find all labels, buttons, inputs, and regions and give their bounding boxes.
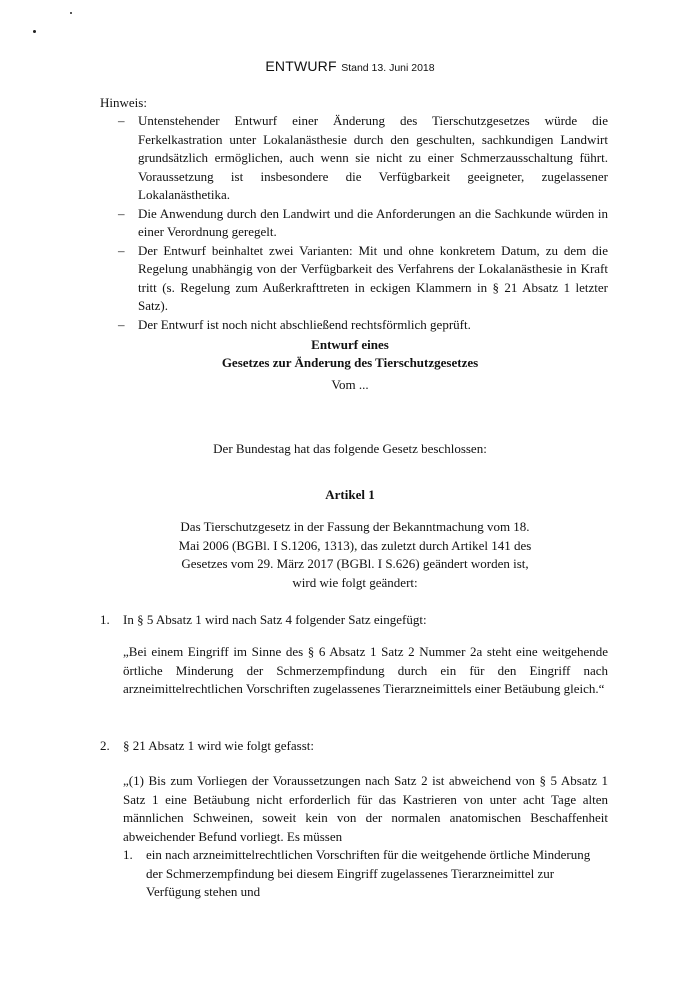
draft-title-line1: Entwurf eines [311, 337, 389, 352]
change-number: 1. [100, 612, 110, 627]
enactment-clause: Der Bundestag hat das folgende Gesetz beschlossen: [213, 441, 487, 456]
scan-speck [70, 12, 72, 14]
sub-item-text: ein nach arzneimittelrechtlichen Vorschriften für die weitgehende örtliche Minderung der Schmerzempfindung bei diesem Eingriff zugelassenes Tierarzneimittel zur Verfügung stehen und [146, 847, 591, 899]
hint-item-text: Untenstehender Entwurf einer Änderung des Tierschutzgesetzes würde die Ferkelkastration unter Lokalanästhesie durch den geschulten, sachkundigen Landwirt grundsätzlich ermöglichen, auch wenn sie nicht zu einer Schmerzausschaltung führt. Voraussetzung ist insbesondere die Verfügbarkeit geeigneter, zugelassener Lokalanästhetika. [138, 113, 608, 202]
header-status: Stand 13. Juni 2018 [341, 62, 435, 74]
change-quote: „(1) Bis zum Vorliegen der Voraussetzungen nach Satz 2 ist abweichend von § 5 Absatz 1 Satz 1 eine Betäubung nicht erforderlich für das Kastrieren von unter acht Tage alten männlichen Schweinen, soweit kein von der normalen anatomischen Beschaffenheit abweichender Befund vorliegt. Es müssen [123, 773, 608, 844]
scan-speck [33, 30, 36, 33]
hint-item: – Der Entwurf beinhaltet zwei Varianten: Mit und ohne konkretem Datum, zu dem die Regelung unabhängig von der Verfügbarkeit des Verfahrens der Lokalanästhesie in Kraft tritt (s. Regelung zum Außerkrafttreten in eckigen Klammern in § 21 Absatz 1 letzter Satz). [118, 242, 608, 313]
hint-item: – Der Entwurf ist noch nicht abschließend rechtsförmlich geprüft. [118, 316, 471, 332]
hint-list [118, 112, 608, 334]
hint-item-text: Der Entwurf beinhaltet zwei Varianten: Mit und ohne konkretem Datum, zu dem die Regelung unabhängig von der Verfügbarkeit des Verfahrens der Lokalanästhesie in Kraft tritt (s. Regelung zum Außerkrafttreten in eckigen Klammern in § 21 Absatz 1 letzter Satz). [138, 242, 608, 313]
change-instruction: § 21 Absatz 1 wird wie folgt gefasst: [123, 738, 314, 753]
change-quote: „Bei einem Eingriff im Sinne des § 6 Absatz 1 Satz 2 Nummer 2a steht eine weitgehende örtliche Minderung der Schmerzempfindung durch ein für den Eingriff nach arzneimittelrechtlichen Vorschriften zugelassenes Tierarzneimittels einer Betäubung gleich.“ [123, 644, 608, 696]
hint-item-text: Die Anwendung durch den Landwirt und die Anforderungen an die Sachkunde würden in einer Verordnung geregelt. [138, 205, 608, 239]
hint-item: – Untenstehender Entwurf einer Änderung des Tierschutzgesetzes würde die Ferkelkastration unter Lokalanästhesie durch den geschulten, sachkundigen Landwirt grundsätzlich ermöglichen, auch wenn sie nicht zu einer Schmerzausschaltung führt. Voraussetzung ist insbesondere die Verfügbarkeit geeigneter, zugelassener Lokalanästhetika. [118, 113, 608, 202]
article-intro: Das Tierschutzgesetz in der Fassung der Bekanntmachung vom 18. Mai 2006 (BGBl. I S.1206, 1313), das zuletzt durch Artikel 141 des Gesetzes vom 29. März 2017 (BGBl. I S.626) geändert worden ist, wird wie folgt geändert: [178, 519, 532, 590]
hint-label: Hinweis: [100, 95, 147, 110]
header-title: ENTWURF [265, 58, 337, 74]
change-instruction: In § 5 Absatz 1 wird nach Satz 4 folgender Satz eingefügt: [123, 612, 427, 627]
hint-item-text: Der Entwurf ist noch nicht abschließend rechtsförmlich geprüft. [138, 316, 471, 332]
change-number: 2. [100, 738, 110, 753]
draft-header [0, 58, 700, 76]
draft-title-line2: Gesetzes zur Änderung des Tierschutzgesetzes [221, 355, 479, 370]
draft-date: Vom ... [331, 377, 369, 392]
hint-item: – Die Anwendung durch den Landwirt und die Anforderungen an die Sachkunde würden in einer Verordnung geregelt. [118, 205, 608, 239]
article-title: Artikel 1 [325, 487, 375, 502]
sub-item-number: 1. [123, 847, 133, 862]
